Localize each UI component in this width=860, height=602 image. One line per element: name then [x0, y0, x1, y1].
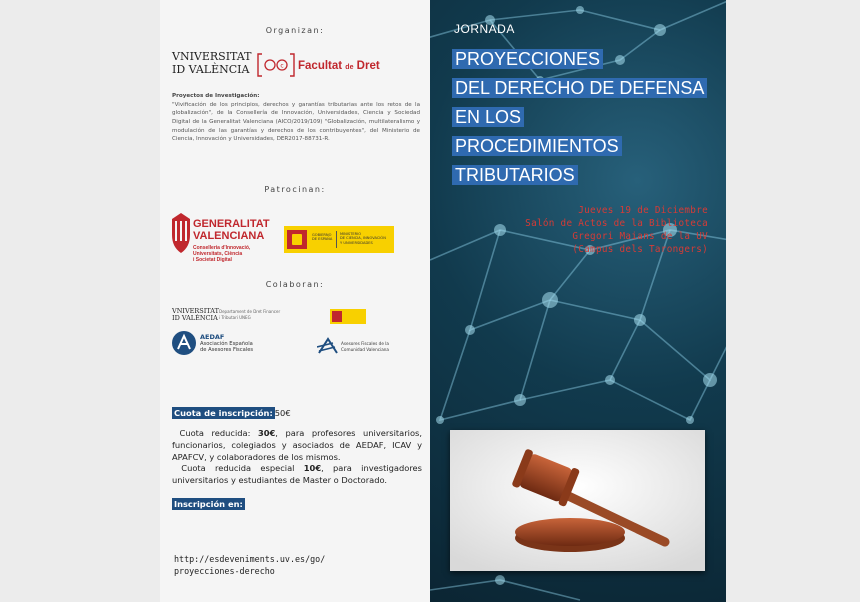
- jornada-label: JORNADA: [454, 22, 515, 36]
- generalitat-logo-text: GENERALITAT VALENCIANA Conselleria d'Innovació, Universitats, Ciència i Societat Digital: [193, 218, 270, 263]
- event-date: Jueves 19 de Diciembre: [578, 205, 708, 216]
- reduced-fee-text: Cuota reducida: 30€, para profesores universitarios, funcionarios, colegiados y asociados de AEDAF, ICAV y APAFCV, y colaboradores de los mismos.: [172, 427, 423, 462]
- uv-logo-line2: ID VALÈNCIA: [172, 63, 250, 76]
- inscription-link[interactable]: http://esdeveniments.uv.es/go/ proyecciones-derecho: [174, 554, 326, 577]
- colaboran-heading: Colaboran:: [265, 280, 325, 289]
- spain-shield-icon: [287, 230, 307, 249]
- special-fee-text: Cuota reducida especial 10€, para investigadores universitarios y estudiantes de Master o Doctorado.: [172, 463, 422, 486]
- faculty-name: Facultat de Dret: [298, 60, 380, 72]
- generalitat-emblem-icon: [172, 213, 190, 253]
- title-line: EN LOS: [452, 107, 524, 127]
- projects-text: "Vivificación de los principios, derechos y garantías tributarias ante los retos de la globalización", de la Consellería de Innovación, Universidades, Ciencia y Sociedad Digital de la Generalitat Valenciana (AICO/2019/109) "Globalización, multilateralismo y modulación de las garantías y derechos de los contribuyentes", del Ministerio de Ciencia, Innovación y Universidades, DER2017-88731-R.: [172, 101, 420, 143]
- faculty-emblem-icon: [256, 52, 296, 78]
- fee-row: [172, 408, 422, 420]
- event-venue: Salón de Actos de la Biblioteca: [525, 218, 708, 229]
- title-line: TRIBUTARIOS: [452, 165, 578, 185]
- aedaf-text: AEDAF Asociación Española de Asesores Fiscales: [200, 333, 254, 353]
- fee-label: Cuota de inscripción:: [174, 408, 273, 418]
- event-title: [452, 45, 722, 190]
- event-venue-2: Gregori Maians de la UV: [572, 231, 708, 242]
- title-line: DEL DERECHO DE DEFENSA: [452, 78, 707, 98]
- projects-title: Proyectos de Investigación:: [172, 93, 260, 99]
- spain-shield-small-icon: [332, 311, 342, 322]
- uv-logo: [172, 51, 251, 75]
- right-panel: [430, 0, 726, 602]
- svg-text:c: c: [280, 62, 284, 70]
- ministry-small-logo: [330, 309, 394, 324]
- uv-small-logo: VNIVERSITAT ID VALÈNCIA: [172, 307, 219, 322]
- event-campus: (Campus dels Tarongers): [572, 244, 708, 255]
- gavel-photo: [450, 430, 705, 571]
- fee-value: 50€: [274, 408, 291, 418]
- apafcv-text: Asesores Fiscales de la Comunidad Valenciana: [341, 341, 390, 352]
- gavel-icon: [450, 430, 705, 571]
- event-details: [525, 204, 708, 256]
- uv-logo-line1: VNIVERSITAT: [172, 50, 252, 63]
- ministry-logo: GOBIERNO DE ESPAÑA MINISTERIO DE CIENCIA, INNOVACIÓN Y UNIVERSIDADES: [284, 226, 394, 253]
- organizan-heading: Organizan:: [265, 26, 325, 35]
- patrocinan-heading: Patrocinan:: [264, 185, 326, 194]
- projects-block: [172, 92, 420, 144]
- title-line: PROCEDIMIENTOS: [452, 136, 622, 156]
- title-line: PROYECCIONES: [452, 49, 603, 69]
- inscription-label: Inscripción en:: [174, 499, 243, 510]
- apafcv-logo-icon: [317, 337, 339, 355]
- left-panel: [160, 0, 430, 602]
- inscription-row: [172, 499, 422, 511]
- fees-block: [172, 408, 422, 511]
- department-text: Departament de Dret Financer i Tributari UNEG: [219, 309, 281, 320]
- aedaf-logo-icon: [172, 331, 196, 355]
